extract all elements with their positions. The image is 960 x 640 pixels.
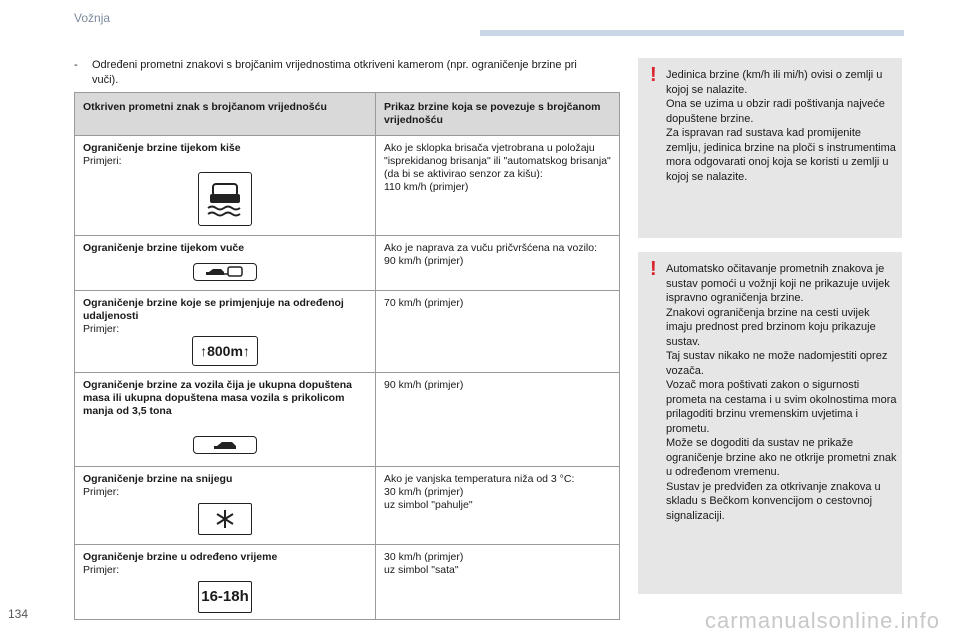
row-title: Ograničenje brzine na snijegu xyxy=(83,473,233,485)
table-row xyxy=(75,291,620,373)
row-title: Ograničenje brzine koje se primjenjuje na određenoj udaljenosti xyxy=(83,297,344,322)
page-number: 134 xyxy=(8,607,29,621)
snowflake-icon xyxy=(198,503,252,535)
header-bar xyxy=(480,30,904,36)
row-value: 70 km/h (primjer) xyxy=(376,291,620,373)
table-header-row xyxy=(75,93,620,136)
section-title: Vožnja xyxy=(74,11,111,25)
row-subtitle: Primjer: xyxy=(83,486,120,498)
arrow-up-icon: ↑ xyxy=(242,343,250,359)
car-sign-icon xyxy=(193,436,257,454)
row-sign-cell xyxy=(75,291,376,373)
watermark: carmanualsonline.info xyxy=(704,608,940,633)
row-subtitle: Primjer: xyxy=(83,323,120,335)
row-title: Ograničenje brzine u određeno vrijeme xyxy=(83,551,278,563)
row-sign-cell xyxy=(75,545,376,620)
table-row xyxy=(75,236,620,291)
intro-text: Određeni prometni znakovi s brojčanim vrijednostima otkriveni kamerom (npr. ograničenje brzine pri vuči). xyxy=(92,59,577,86)
speed-sign-table xyxy=(74,92,620,620)
row-sign-cell xyxy=(75,467,376,545)
row-value: Ako je naprava za vuču pričvršćena na vozilo: 90 km/h (primjer) xyxy=(376,236,620,291)
note-text: Automatsko očitavanje prometnih znakova je sustav pomoći u vožnji koji ne prikazuje uvijek ispravno ograničenja brzine. Znakovi ograničenja brzine na cesti uvijek imaju prednost pred brzinom koju prikazuje sustav. Taj sustav nikako ne može nadomjestiti oprez vozača. Vozač mora poštivati zakon o sigurnosti prometa na cestama i u svim okolnostima mora prilagoditi brzinu vremenskim uvjetima i prometu. Može se dogoditi da sustav ne prikaže ograničenje brzine ako ne otkrije prometni znak u određenom vremenu. Sustav je predviđen za otkrivanje znakova u skladu s Bečkom konvencijom o cestovnoj signalizaciji. xyxy=(666,263,897,522)
time-sign-text: 16-18h xyxy=(198,581,252,613)
table-row xyxy=(75,373,620,467)
row-subtitle: Primjeri: xyxy=(83,155,122,167)
row-value: 30 km/h (primjer) uz simbol "sata" xyxy=(376,545,620,620)
row-title: Ograničenje brzine tijekom kiše xyxy=(83,142,241,154)
row-sign-cell xyxy=(75,236,376,291)
table-header-detected: Otkriven prometni znak s brojčanom vrijednošću xyxy=(75,93,376,136)
towing-sign-icon xyxy=(193,263,257,281)
note-box-warning xyxy=(638,252,902,594)
table-row xyxy=(75,136,620,236)
table-header-display: Prikaz brzine koja se povezuje s brojčanom vrijednošću xyxy=(376,93,620,136)
intro-dash: - xyxy=(74,59,78,71)
distance-sign-icon xyxy=(192,336,258,366)
arrow-up-icon: ↑ xyxy=(200,343,208,359)
rain-sign-icon xyxy=(198,172,252,226)
row-title: Ograničenje brzine za vozila čija je ukupna dopuštena masa ili ukupna dopuštena masa vozila s prikolicom manja od 3,5 tona xyxy=(83,379,352,417)
distance-sign-text: 800m xyxy=(207,343,243,359)
table-row xyxy=(75,545,620,620)
warning-icon: ! xyxy=(650,258,657,280)
note-box-units xyxy=(638,58,902,238)
row-value: 90 km/h (primjer) xyxy=(376,373,620,467)
warning-icon: ! xyxy=(650,64,657,86)
row-sign-cell xyxy=(75,136,376,236)
table-row xyxy=(75,467,620,545)
note-text: Jedinica brzine (km/h ili mi/h) ovisi o zemlji u kojoj se nalazite. Ona se uzima u obzir radi poštivanja najveće dopuštene brzine. Za ispravan rad sustava kad promijenite zemlju, jedinica brzine na ploči s instrumentima mora odgovarati onoj koja se koristi u zemlji u kojoj se nalazite. xyxy=(666,69,896,183)
row-subtitle: Primjer: xyxy=(83,564,120,576)
intro-paragraph xyxy=(74,58,604,88)
row-title: Ograničenje brzine tijekom vuče xyxy=(83,242,245,254)
row-value: Ako je sklopka brisača vjetrobrana u položaju "isprekidanog brisanja" ili "automatskog brisanja" (da bi se aktivirao senzor za kišu): 110 km/h (primjer) xyxy=(376,136,620,236)
row-sign-cell xyxy=(75,373,376,467)
row-value: Ako je vanjska temperatura niža od 3 °C: 30 km/h (primjer) uz simbol "pahulje" xyxy=(376,467,620,545)
